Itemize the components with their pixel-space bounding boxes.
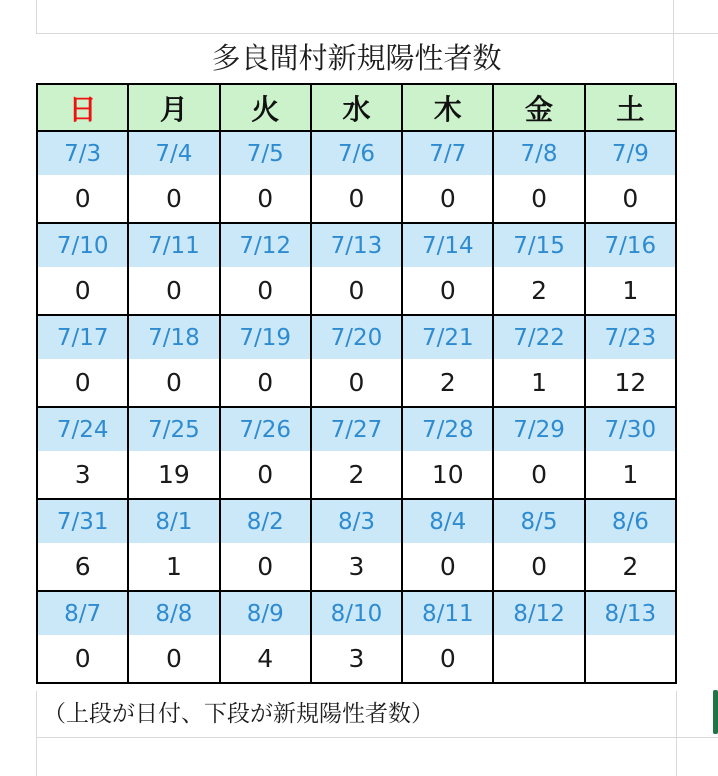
count-row: [37, 267, 676, 315]
date-cell: 7/12: [220, 223, 311, 267]
weekday-header-row: [37, 84, 676, 131]
count-cell: 3: [311, 635, 402, 683]
count-cell: 6: [37, 543, 128, 591]
count-cell: 0: [220, 451, 311, 499]
date-cell: 7/7: [402, 131, 493, 175]
count-row: [37, 175, 676, 223]
date-cell: 8/3: [311, 499, 402, 543]
count-cell: 2: [311, 451, 402, 499]
date-cell: 7/10: [37, 223, 128, 267]
weekday-header-cell: 木: [402, 84, 493, 131]
date-cell: 7/31: [37, 499, 128, 543]
date-cell: 7/18: [128, 315, 219, 359]
count-cell: 0: [585, 175, 676, 223]
count-cell: 0: [402, 543, 493, 591]
count-row: [37, 359, 676, 407]
count-cell: 3: [37, 451, 128, 499]
date-cell: 7/5: [220, 131, 311, 175]
date-cell: 8/9: [220, 591, 311, 635]
date-cell: 7/24: [37, 407, 128, 451]
date-cell: 8/5: [493, 499, 584, 543]
date-cell: 7/23: [585, 315, 676, 359]
count-cell: 0: [493, 451, 584, 499]
count-cell: 1: [493, 359, 584, 407]
count-cell: 4: [220, 635, 311, 683]
count-cell: 0: [311, 175, 402, 223]
date-cell: 7/26: [220, 407, 311, 451]
date-cell: 7/13: [311, 223, 402, 267]
count-cell: 2: [585, 543, 676, 591]
date-row: [37, 499, 676, 543]
count-cell: 3: [311, 543, 402, 591]
date-cell: 7/6: [311, 131, 402, 175]
count-cell: 0: [220, 175, 311, 223]
date-cell: 7/11: [128, 223, 219, 267]
date-cell: 7/15: [493, 223, 584, 267]
count-cell: [493, 635, 584, 683]
date-row: [37, 223, 676, 267]
count-row: [37, 543, 676, 591]
count-cell: 0: [37, 359, 128, 407]
date-cell: 7/4: [128, 131, 219, 175]
date-cell: 8/1: [128, 499, 219, 543]
date-cell: 8/8: [128, 591, 219, 635]
count-cell: 1: [585, 451, 676, 499]
date-row: [37, 315, 676, 359]
date-cell: 7/16: [585, 223, 676, 267]
count-cell: 0: [493, 543, 584, 591]
count-cell: 0: [128, 635, 219, 683]
date-cell: 7/28: [402, 407, 493, 451]
weekday-header-cell: 水: [311, 84, 402, 131]
date-cell: 7/17: [37, 315, 128, 359]
count-cell: 0: [402, 267, 493, 315]
table-title: 多良間村新規陽性者数: [211, 41, 502, 75]
date-cell: 7/14: [402, 223, 493, 267]
weekday-header-cell: 日: [37, 84, 128, 131]
date-cell: 7/8: [493, 131, 584, 175]
count-cell: 0: [220, 543, 311, 591]
date-cell: 7/30: [585, 407, 676, 451]
date-cell: 7/25: [128, 407, 219, 451]
count-cell: 0: [311, 267, 402, 315]
count-cell: 2: [493, 267, 584, 315]
date-cell: 7/22: [493, 315, 584, 359]
count-cell: 19: [128, 451, 219, 499]
weekday-header-cell: 月: [128, 84, 219, 131]
count-cell: 2: [402, 359, 493, 407]
count-row: [37, 451, 676, 499]
count-cell: 0: [220, 267, 311, 315]
count-cell: 0: [128, 359, 219, 407]
gridline-horizontal-bottom: [36, 737, 718, 738]
count-cell: 1: [128, 543, 219, 591]
count-cell: 0: [128, 267, 219, 315]
count-cell: 0: [128, 175, 219, 223]
footnote-text: （上段が日付、下段が新規陽性者数）: [43, 701, 434, 727]
date-cell: 7/9: [585, 131, 676, 175]
date-row: [37, 407, 676, 451]
count-cell: [585, 635, 676, 683]
date-cell: 8/7: [37, 591, 128, 635]
count-cell: 0: [37, 175, 128, 223]
count-cell: 0: [37, 635, 128, 683]
count-cell: 0: [220, 359, 311, 407]
date-cell: 7/27: [311, 407, 402, 451]
date-cell: 8/4: [402, 499, 493, 543]
count-row: [37, 635, 676, 683]
weekday-header-cell: 火: [220, 84, 311, 131]
date-cell: 7/21: [402, 315, 493, 359]
scrollbar-thumb[interactable]: [713, 690, 718, 734]
count-cell: 0: [402, 175, 493, 223]
count-cell: 0: [311, 359, 402, 407]
count-cell: 0: [37, 267, 128, 315]
count-cell: 12: [585, 359, 676, 407]
count-cell: 0: [402, 635, 493, 683]
calendar-table: [36, 83, 677, 684]
date-cell: 8/11: [402, 591, 493, 635]
count-cell: 1: [585, 267, 676, 315]
date-cell: 8/6: [585, 499, 676, 543]
count-cell: 0: [493, 175, 584, 223]
date-cell: 7/29: [493, 407, 584, 451]
date-cell: 8/10: [311, 591, 402, 635]
weekday-header-cell: 土: [585, 84, 676, 131]
date-cell: 8/12: [493, 591, 584, 635]
date-row: [37, 591, 676, 635]
weekday-header-cell: 金: [493, 84, 584, 131]
date-cell: 8/13: [585, 591, 676, 635]
count-cell: 10: [402, 451, 493, 499]
date-cell: 7/3: [37, 131, 128, 175]
date-cell: 8/2: [220, 499, 311, 543]
date-cell: 7/19: [220, 315, 311, 359]
date-cell: 7/20: [311, 315, 402, 359]
gridline-vertical-left-top: [36, 0, 37, 33]
date-row: [37, 131, 676, 175]
